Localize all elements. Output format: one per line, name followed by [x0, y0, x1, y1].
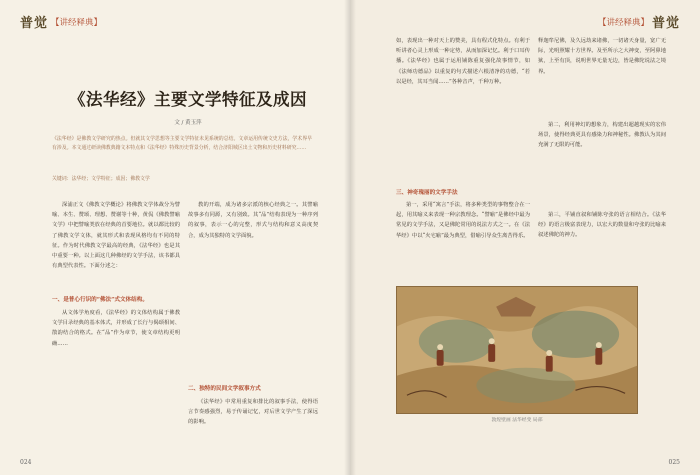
page-gutter [344, 0, 356, 475]
right-col2c-paragraph: 第三，平铺直叙和铺陈夸张的语言相结合。《法华经》的语言极富表现力，以宏大的数量和夸张的比喻来叙述佛陀的神力。 [538, 212, 666, 239]
page-number-left: 024 [20, 459, 32, 466]
figure-caption: 敦煌壁画 法华经变 局部 [491, 418, 543, 423]
right-col1-paragraph: 如，表现出一种对天上的赞美，具有程式化特点。有利于听讲者心灵上形成一种定势，从而加深记忆。利于口耳传播。《法华经》也属于运用铺陈重复强化故事情节，如《法师功德品》以重复的句式描述六根清净的功德，“若以是经，其耳当闻……”各种音声，千种万种。 [396, 38, 530, 85]
left-col1-paragraph: 深浦正文《佛教文学概论》将佛教文学体裁分为譬喻、本生、赞颂、理想、赞谢等十种，黄侃《佛教譬喻文学》中把譬喻类放在经典的首要地位。就以都比较的了佛教文学文体，就其形式和表现风格均有不同的特征。作为时代佛教文学最高的经典，《法华经》也是其中重要一种。以上面这几种佛经的文学手法，该书都具有典型代表性。下面分述之： [52, 202, 180, 270]
left-col2b-paragraph: 《法华经》中常用重复和排比的叙事手法，使得语言节奏感强烈，易于传诵记忆，对后世文学产生了深远的影响。 [188, 399, 318, 426]
mural-illustration [397, 287, 637, 413]
section-heading-3: 三、神奇瑰丽的文学手法 [396, 190, 458, 196]
column-label-left: 【讲经释典】 [51, 17, 103, 28]
brand-logo: 普觉 [651, 16, 680, 31]
article-title: 《法华经》主要文学特征及成因 [69, 90, 307, 109]
column-label-right: 【讲经释典】 [597, 17, 649, 28]
article-byline: 文 / 黄玉萍 [174, 120, 202, 126]
page-number-right: 025 [668, 459, 680, 466]
right-page [350, 0, 700, 475]
article-keywords: 关键词：法华经；文学特征；成因；佛教文学 [52, 176, 150, 182]
right-col2b-paragraph: 第二，利用神幻的想象力，构建出超越现实的宏伟场景，使得经典更具有感染力和神秘性。佛教认为其间充满了无限的可能。 [538, 122, 666, 149]
article-abstract: 《法华经》是佛教文学研究的热点。但就其文学思想等主要文学特征未见系统的总结。文章运用传统文史方法，学术界早有涉及。本文通过研读佛教典籍文本特点和《法华经》特殊历史背景分析，结合济阳城区出土文物和历史材料研究…… [52, 136, 312, 151]
right-col1b-paragraph: 第一，采用“寓言”手法，将多种类型的事物整合在一起，用其喻义来表现一种宗教理念。“譬喻”是佛经中最为常见的文学手法，又是佛陀常用的说法方式之一。在《法华经》中以“火宅喻”最为典型，借喻引导众生离苦得乐。 [396, 202, 530, 239]
left-col1b-paragraph: 从文体学角度看，《法华经》的文体结构属于佛教文学目录经典的基本体式，并形成了长行与偈颂相间、散韵结合的格式。在“品”作为章节，使文章结构更明确…… [52, 310, 180, 347]
section-heading-1: 一、是普心行识的“佛法”式文体结构。 [52, 297, 148, 303]
header-right [598, 12, 680, 31]
mural-painting [396, 286, 638, 414]
left-col2-paragraph: 教的开端，成为诸多宗派的核心经典之一。其譬喻故事多有同源，又有别致。其“品”结构表现为一种序列的叙事，表示一心的完整，形式与结构和意义高度契合，成为其独特的文学面貌。 [188, 202, 318, 239]
section-heading-2: 二、独特的民间文学叙事方式 [188, 386, 261, 392]
brand-logo: 普觉 [20, 16, 49, 31]
right-col2-paragraph: 释迦牟尼佛，及久远劫来诸佛，一切诸天身量，宽广无际，光明照耀十方世界。及至所示之大神变，至阿鼻地狱，上至有顶，说明世界无量无边，皆是佛陀说法之境界。 [538, 38, 666, 75]
header-left [20, 12, 102, 31]
